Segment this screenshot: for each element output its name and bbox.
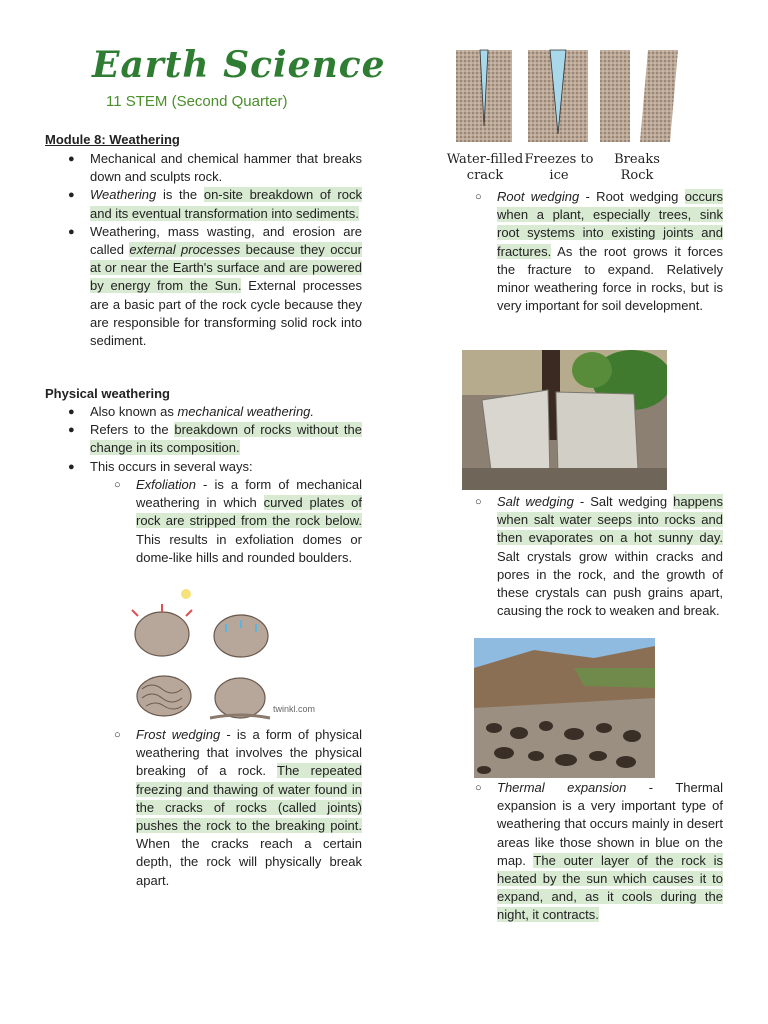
- list-item: ● Mechanical and chemical hammer that breaks down and sculpts rock.: [68, 151, 362, 185]
- list-item: ● Weathering is the on-site breakdown of rock and its eventual transformation into sediments.: [68, 187, 362, 221]
- sub-bullet-icon: ○: [475, 496, 482, 508]
- root-item: [475, 188, 724, 315]
- exfoliation-item: [114, 476, 362, 567]
- module-heading: Module 8: Weathering: [45, 132, 180, 147]
- frost-wedging-diagram: [452, 48, 684, 144]
- image-credit: twinkl.com: [273, 704, 316, 714]
- bullet-icon: ●: [68, 189, 75, 202]
- sub-bullet-icon: ○: [114, 729, 121, 741]
- page-subtitle: 11 STEM (Second Quarter): [106, 93, 288, 110]
- bullet-icon: ●: [68, 460, 75, 473]
- list-item: ○ Frost wedging - is a form of physical weathering that involves the physical breaking of a rock. The repeated freezing and thawing of water found in the cracks of rocks (called joints) pushes the rock to the breaking point. When the cracks reach a certain depth, the rock will physically break apart.: [114, 727, 362, 888]
- list-item: ● Also known as mechanical weathering.: [90, 403, 362, 421]
- thermal-item: [475, 779, 723, 925]
- diagram-label-breaks: Breaks Rock: [614, 152, 660, 183]
- exfoliation-illustration: [128, 584, 348, 724]
- physical-bullets: [68, 403, 362, 476]
- sub-bullet-icon: ○: [475, 782, 482, 794]
- list-item: ○ Salt wedging - Salt wedging happens when salt water seeps into rocks and then evaporates on a hot sunny day. Salt crystals grow within cracks and pores in the rock, and the growth of these crystals can push grains apart, causing the rock to weaken and break.: [475, 494, 723, 619]
- salt-item: [475, 493, 723, 620]
- root-wedging-photo: [462, 350, 667, 490]
- list-item: ● Refers to the breakdown of rocks without the change in its composition.: [68, 422, 362, 456]
- bullet-icon: ●: [68, 153, 75, 165]
- bullet-icon: ●: [68, 225, 75, 238]
- list-item: ○ Exfoliation - is a form of mechanical weathering in which curved plates of rock are stripped from the rock below. This results in exfoliation domes or dome-like hills and rounded boulders.: [114, 477, 362, 565]
- bullet-icon: ●: [68, 406, 75, 418]
- salt-wedging-photo: [474, 638, 655, 778]
- frost-item: [114, 726, 362, 890]
- bullet-icon: ●: [68, 424, 75, 437]
- diagram-label-water-filled: Water-filled crack: [446, 152, 524, 183]
- diagram-label-freezes: Freezes to ice: [524, 152, 594, 183]
- list-item: ● This occurs in several ways:: [90, 458, 362, 476]
- list-item: ○ Thermal expansion - Thermal expansion is a very important type of weathering that occurs mainly in desert areas like those shown in blue on the map. The outer layer of the rock is heated by the sun which causes it to expand, and, as it cools during the night, it contracts.: [475, 780, 723, 923]
- list-item: ● Weathering, mass wasting, and erosion are called external processes because they occur at or near the Earth's surface and are powered by energy from the Sun. External processes are a basic part of the rock cycle because they are responsible for transforming solid rock into sediment.: [68, 223, 362, 349]
- sub-bullet-icon: ○: [114, 479, 121, 491]
- page-title: Earth Science: [92, 44, 386, 86]
- section-heading-physical: Physical weathering: [45, 386, 170, 401]
- list-item: ○ Root wedging - Root wedging occurs when a plant, especially trees, sink root systems into existing joints and fractures. As the root grows it forces the fracture to expand. Relatively minor weathering force in rocks, but is very important for soil development.: [475, 189, 724, 314]
- sub-bullet-icon: ○: [475, 191, 482, 203]
- module-bullets: [68, 150, 362, 350]
